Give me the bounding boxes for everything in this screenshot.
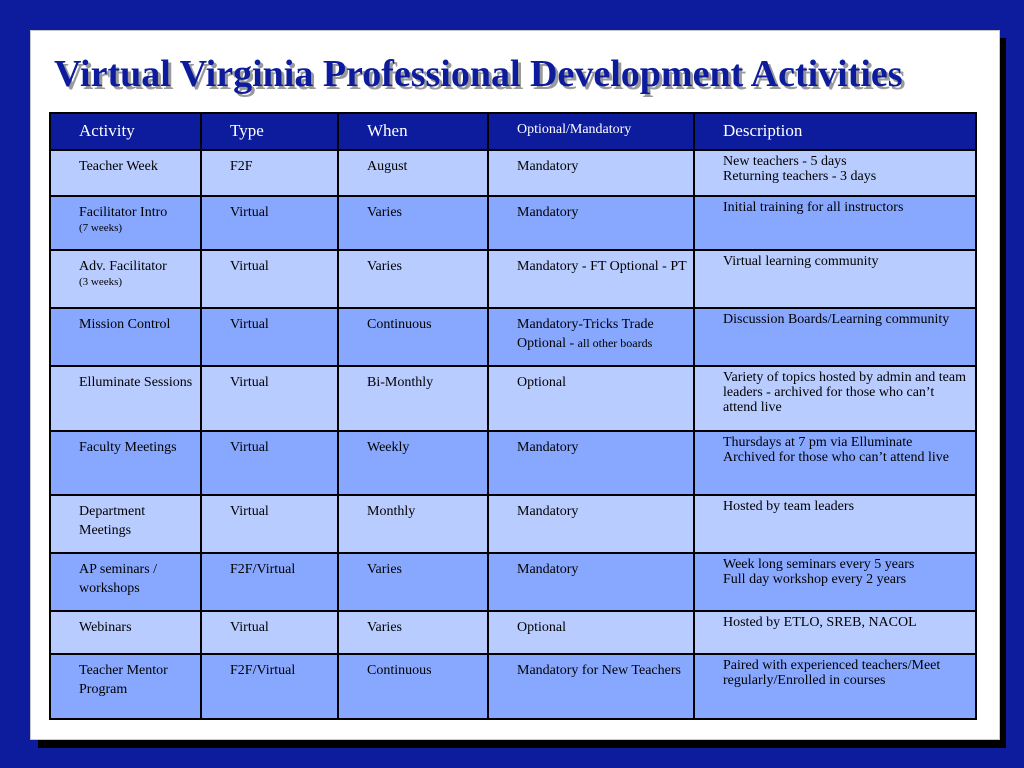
description-line: Hosted by ETLO, SREB, NACOL <box>723 615 917 630</box>
type-cell: Virtual <box>201 431 338 495</box>
type-cell: Virtual <box>201 611 338 654</box>
header-description: Description <box>694 113 976 150</box>
table-row <box>50 150 976 196</box>
status-cell <box>488 495 694 553</box>
when-cell: Varies <box>338 196 488 250</box>
activity-name: Faculty Meetings <box>79 440 177 455</box>
header-when: When <box>338 113 488 150</box>
when-cell: August <box>338 150 488 196</box>
table-row <box>50 308 976 366</box>
status-text: Mandatory <box>517 504 579 519</box>
activity-name: AP seminars / workshops <box>79 562 158 596</box>
description-line: Week long seminars every 5 years <box>723 557 915 572</box>
when-cell: Continuous <box>338 308 488 366</box>
status-note: all other boards <box>577 336 653 350</box>
activity-cell <box>50 654 201 719</box>
description-cell <box>694 366 976 431</box>
activity-cell <box>50 611 201 654</box>
description-cell <box>694 250 976 308</box>
activity-cell <box>50 495 201 553</box>
description-line: Discussion Boards/Learning community <box>723 312 950 327</box>
status-text: Optional <box>517 620 566 635</box>
when-cell: Bi-Monthly <box>338 366 488 431</box>
description-cell <box>694 553 976 611</box>
header-optional-mandatory: Optional/Mandatory <box>488 113 694 150</box>
activities-table <box>49 112 977 720</box>
status-cell <box>488 611 694 654</box>
description-line: Initial training for all instructors <box>723 200 904 215</box>
status-cell <box>488 553 694 611</box>
type-cell: F2F/Virtual <box>201 553 338 611</box>
activity-name: Mission Control <box>79 317 171 332</box>
description-line: Full day workshop every 2 years <box>723 572 907 587</box>
table-row <box>50 196 976 250</box>
description-line: Variety of topics hosted by admin and team leaders - archived for those who can’t attend live <box>723 370 966 415</box>
table-header-row <box>50 113 976 150</box>
type-cell: F2F/Virtual <box>201 654 338 719</box>
type-cell: Virtual <box>201 308 338 366</box>
header-type: Type <box>201 113 338 150</box>
activity-name: Teacher Mentor Program <box>79 663 168 697</box>
when-cell: Continuous <box>338 654 488 719</box>
status-text: Mandatory <box>517 440 579 455</box>
description-cell <box>694 654 976 719</box>
status-text: Mandatory - FT Optional - PT <box>517 259 687 274</box>
description-line: Hosted by team leaders <box>723 499 855 514</box>
table-row <box>50 250 976 308</box>
description-line: Virtual learning community <box>723 254 879 269</box>
when-cell: Varies <box>338 611 488 654</box>
when-cell: Monthly <box>338 495 488 553</box>
when-cell: Weekly <box>338 431 488 495</box>
description-cell <box>694 431 976 495</box>
activity-name: Teacher Week <box>79 159 158 174</box>
page-title: Virtual Virginia Professional Development Activities <box>54 53 903 95</box>
when-cell: Varies <box>338 250 488 308</box>
activity-cell <box>50 150 201 196</box>
description-line: New teachers - 5 days <box>723 154 847 169</box>
activity-cell <box>50 250 201 308</box>
table-row <box>50 431 976 495</box>
status-text: Mandatory <box>517 562 579 577</box>
status-cell <box>488 250 694 308</box>
activity-name: Adv. Facilitator <box>79 259 167 274</box>
table-row <box>50 611 976 654</box>
status-cell <box>488 431 694 495</box>
activity-name: Department Meetings <box>79 504 146 538</box>
table-row <box>50 495 976 553</box>
description-line: Thursdays at 7 pm via Elluminate <box>723 435 913 450</box>
activity-cell <box>50 196 201 250</box>
activity-cell <box>50 308 201 366</box>
activity-cell <box>50 553 201 611</box>
description-cell <box>694 495 976 553</box>
status-text: Mandatory <box>517 205 579 220</box>
type-cell: Virtual <box>201 196 338 250</box>
header-activity: Activity <box>50 113 201 150</box>
description-line: Paired with experienced teachers/Meet regularly/Enrolled in courses <box>723 658 941 688</box>
description-cell <box>694 611 976 654</box>
table-row <box>50 366 976 431</box>
description-line: Archived for those who can’t attend live <box>723 450 950 465</box>
status-text: Mandatory <box>517 159 579 174</box>
description-cell <box>694 308 976 366</box>
status-cell <box>488 366 694 431</box>
type-cell: Virtual <box>201 366 338 431</box>
description-line: Returning teachers - 3 days <box>723 169 877 184</box>
activity-name: Elluminate Sessions <box>79 375 193 390</box>
status-cell <box>488 654 694 719</box>
activity-duration: (3 weeks) <box>79 276 123 288</box>
description-cell <box>694 150 976 196</box>
activity-name: Webinars <box>79 620 132 635</box>
activity-cell <box>50 366 201 431</box>
type-cell: Virtual <box>201 250 338 308</box>
status-cell <box>488 150 694 196</box>
status-text: Mandatory-Tricks Trade Optional - <box>517 317 654 351</box>
table-row <box>50 553 976 611</box>
description-cell <box>694 196 976 250</box>
table-row <box>50 654 976 719</box>
activity-duration: (7 weeks) <box>79 222 123 234</box>
status-text: Optional <box>517 375 566 390</box>
status-cell <box>488 308 694 366</box>
status-cell <box>488 196 694 250</box>
type-cell: F2F <box>201 150 338 196</box>
status-text: Mandatory for New Teachers <box>517 663 681 678</box>
when-cell: Varies <box>338 553 488 611</box>
activity-name: Facilitator Intro <box>79 205 168 220</box>
type-cell: Virtual <box>201 495 338 553</box>
activity-cell <box>50 431 201 495</box>
